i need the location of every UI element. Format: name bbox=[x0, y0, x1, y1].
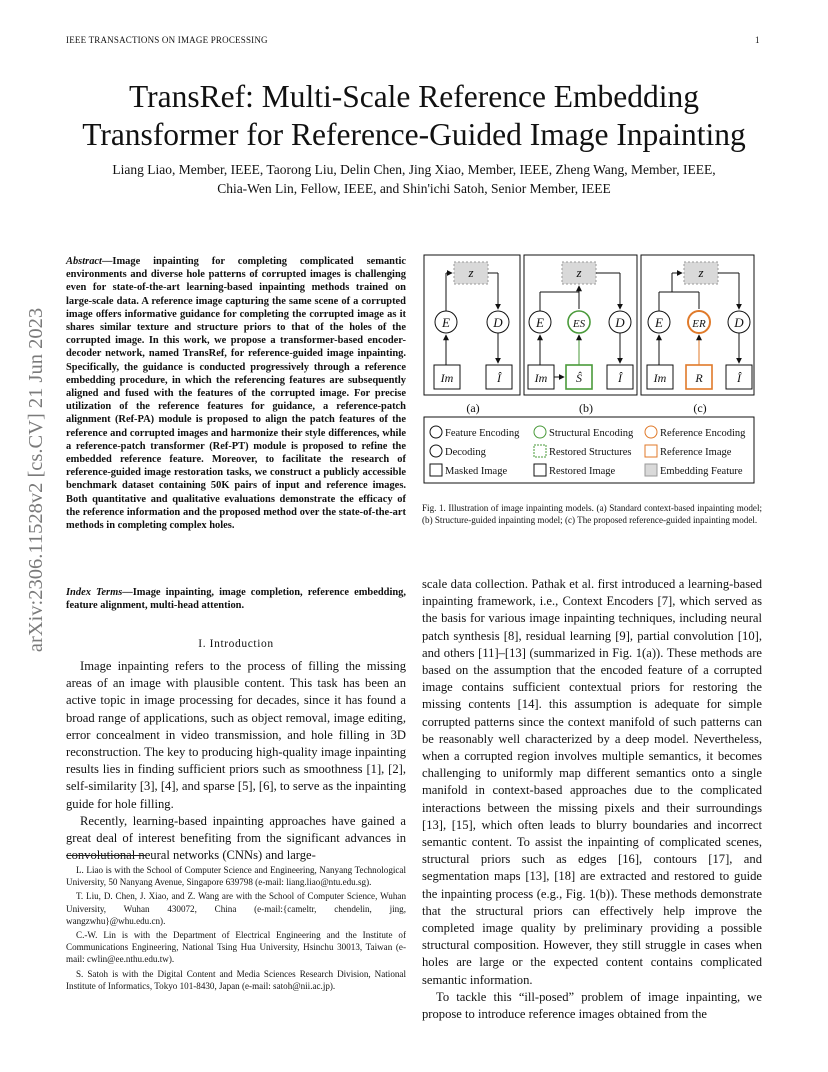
arxiv-watermark: arXiv:2306.11528v2 [cs.CV] 21 Jun 2023 bbox=[25, 307, 47, 653]
subfigure-label: (a) bbox=[466, 401, 480, 415]
title-line-2: Transformer for Reference-Guided Image Inpainting bbox=[82, 117, 746, 152]
author-list bbox=[40, 160, 788, 198]
intro-paragraph-2: Recently, learning-based inpainting approaches have gained a great deal of interest benefiting from the significant advances in convolutional neural networks (CNNs) and large- bbox=[66, 813, 406, 863]
authors-line-1: Liang Liao, Member, IEEE, Taorong Liu, Delin Chen, Jing Xiao, Member, IEEE, Zheng Wang, Member, IEEE, bbox=[112, 162, 716, 177]
figure-caption: Fig. 1. Illustration of image inpainting models. (a) Standard context-based inpainting model; (b) Structure-guided inpainting model; (c) The proposed reference-guided inpainting model. bbox=[422, 503, 762, 526]
footnote: T. Liu, D. Chen, J. Xiao, and Z. Wang are with the School of Computer Science, Wuhan University, Wuhan 430072, China (e-mail:{cameltr, chendelin, jing, wangzwhu}@whu.edu.cn). bbox=[66, 891, 406, 926]
intro-paragraph-1: Image inpainting refers to the process of filling the missing areas of an image with plausible content. This task has been an active topic in image processing for decades, since it has found a broad range of applications, such as object removal, image editing, error concealment in video transmission, and hole filling in 3D reconstruction. The key to producing high-quality image inpainting results lies in finding sufficient priors such as smoothness [1], [2], self-similarity [3], [4], and sparse [5], [6], to serve as the inpainting guide for hole filling. bbox=[66, 659, 406, 811]
footnotes bbox=[66, 864, 406, 994]
z-label: z bbox=[576, 265, 582, 280]
footnote-rule bbox=[66, 855, 146, 856]
title-line-1: TransRef: Multi-Scale Reference Embedding bbox=[128, 79, 700, 114]
subfigure-label: (b) bbox=[579, 401, 593, 415]
legend-item: Masked Image bbox=[445, 466, 508, 477]
box-label: Î bbox=[737, 371, 741, 385]
legend-item: Reference Image bbox=[660, 447, 732, 458]
section-heading: I. Introduction bbox=[198, 638, 274, 650]
legend-item: Feature Encoding bbox=[445, 428, 520, 439]
legend-item: Decoding bbox=[445, 447, 486, 458]
node-label: E bbox=[536, 315, 544, 330]
subfigure-label: (c) bbox=[693, 401, 707, 415]
node-label: D bbox=[493, 315, 503, 330]
figure-1-diagram bbox=[422, 252, 762, 492]
journal-header: IEEE TRANSACTIONS ON IMAGE PROCESSING bbox=[66, 35, 268, 45]
introduction-text bbox=[66, 658, 406, 864]
node-label: D bbox=[615, 315, 625, 330]
node-label: ER bbox=[692, 318, 706, 330]
node-label: E bbox=[655, 315, 663, 330]
legend-item: Structural Encoding bbox=[549, 428, 634, 439]
node-label: ES bbox=[572, 318, 586, 330]
box-label: Im bbox=[653, 371, 667, 385]
legend-item: Embedding Feature bbox=[660, 466, 743, 477]
node-label: E bbox=[442, 315, 450, 330]
paper-title bbox=[40, 78, 788, 154]
box-label: Î bbox=[497, 371, 501, 385]
box-label: Î bbox=[618, 371, 622, 385]
z-label: z bbox=[698, 265, 704, 280]
abstract bbox=[66, 255, 406, 532]
authors-line-2: Chia-Wen Lin, Fellow, IEEE, and Shin'ichi Satoh, Senior Member, IEEE bbox=[217, 181, 611, 196]
legend-item: Reference Encoding bbox=[660, 428, 746, 439]
right-paragraph-1: scale data collection. Pathak et al. first introduced a learning-based inpainting framework, i.e., Context Encoders [7], which served as the basis for various image inpainting techniques, including neural patch synthesis [8], residual learning [9], partial convolution [10], and others [11]–[13] (summarized in Fig. 1(a)). These methods are based on the assumption that the encoded feature of a corrupted image contains sufficient contextual priors for restoring the missing contents [14]. this assumption is adequate for simple corrupted patterns since the context manifold of such patterns can be reasonably well characterized by a deep model. Nevertheless, when a corrupted region involves multiple semantics, it becomes challenging to uniformly map different semantics onto a single manifold in context-based approaches due to the complicated interactions between the missing pixels and their surroundings [13], [15], which often leads to blurry boundaries and incorrect semantic content. To assist the inpainting of complicated scenes, structural priors such as edges [16], contours [17], and segmentation maps [13], [18] are extracted and restored to guide the inpainting process (e.g., Fig. 1(b)). These methods demonstrate that the structural priors can effectively help improve the completed image quality by preliminary providing a possible structural composition. However, they still struggle in cases when holes are large or the expected content contains complicated semantic information. bbox=[422, 577, 762, 987]
z-label: z bbox=[468, 265, 474, 280]
legend-item: Restored Image bbox=[549, 466, 616, 477]
footnote: S. Satoh is with the Digital Content and Media Sciences Research Division, National Institute of Informatics, Tokyo 101-8430, Japan (e-mail: satoh@nii.ac.jp). bbox=[66, 968, 406, 991]
box-label: R bbox=[695, 371, 703, 385]
right-column-text bbox=[422, 576, 762, 1023]
index-terms-text: —Image inpainting, image completion, reference embedding, feature alignment, multi-head attention. bbox=[66, 587, 406, 612]
node-label: D bbox=[734, 315, 744, 330]
right-paragraph-2: To tackle this “ill-posed” problem of image inpainting, we propose to introduce reference images obtained from the bbox=[422, 989, 762, 1022]
abstract-text: —Image inpainting for completing complicated semantic environments and diverse hole patterns of corrupted images is challenging even for state-of-the-art learning-based inpainting methods trained on large-scale data. A reference image capturing the same scene of a corrupted image offers informative guidance for completing the corrupted image as it shares similar texture and structure priors to that of the holes of the corrupted image. In this work, we propose a transformer-based encoder-decoder network, named TransRef, for reference-guided image inpainting. Specifically, the guidance is conducted progressively through a reference embedding procedure, in which the referencing features are subsequently aligned and fused with the features of the corrupted image. For precise utilization of the reference features for guidance, a reference-patch alignment (Ref-PA) module is proposed to align the patch features of the reference and corrupted images and harmonize their style differences, while a reference-patch transformer (Ref-PT) module is proposed to refine the embedded reference feature. Moreover, to facilitate the research of reference-guided image restoration tasks, we construct a publicly accessible benchmark dataset containing 50K pairs of input and reference images. Both quantitative and qualitative evaluations demonstrate the efficacy of the reference information and the proposed method over the state-of-the-art methods in completing complex holes. bbox=[66, 256, 406, 532]
box-label: Im bbox=[440, 371, 454, 385]
footnote: L. Liao is with the School of Computer Science and Engineering, Nanyang Technological University, 50 Nanyang Avenue, Singapore 639798 (e-mail: liang.liao@ntu.edu.sg). bbox=[66, 865, 406, 888]
index-terms-label: Index Terms bbox=[66, 587, 123, 598]
legend-item: Restored Structures bbox=[549, 447, 632, 458]
box-label: Im bbox=[534, 371, 548, 385]
footnote: C.-W. Lin is with the Department of Electrical Engineering and the Institute of Communications Engineering, National Tsing Hua University, Hsinchu 30013, Taiwan (e-mail: cwlin@ee.nthu.edu.tw). bbox=[66, 930, 406, 965]
page-number: 1 bbox=[755, 35, 760, 45]
abstract-label: Abstract bbox=[66, 256, 102, 267]
index-terms bbox=[66, 586, 406, 612]
box-label: Ŝ bbox=[576, 371, 582, 385]
